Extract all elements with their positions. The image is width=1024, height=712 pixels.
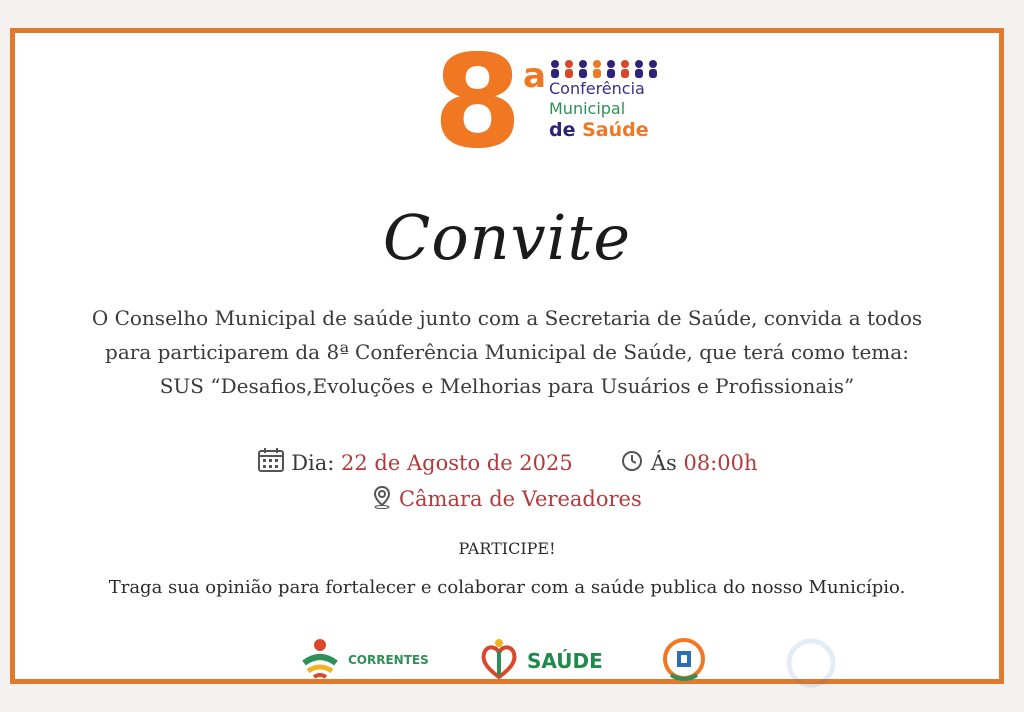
- saude-emblem-icon: [477, 637, 521, 683]
- saude-logo: [477, 637, 627, 683]
- time-label: Ás: [650, 451, 677, 475]
- logo-line-municipal: Municipal: [549, 99, 626, 118]
- event-time: 08:00h: [683, 451, 758, 475]
- conference-logo: [433, 28, 683, 183]
- event-date: 22 de Agosto de 2025: [341, 451, 573, 475]
- date-label: Dia:: [291, 451, 335, 475]
- invitation-body: [15, 301, 999, 403]
- correntes-emblem-icon: [298, 637, 342, 681]
- correntes-logo: [298, 637, 428, 683]
- calendar-icon: [257, 447, 285, 473]
- logo-line-saude: de Saúde: [549, 119, 649, 141]
- closing-message: Traga sua opinião para fortalecer e colaborar com a saúde publica do nosso Município.: [108, 577, 906, 598]
- event-location: [15, 485, 999, 511]
- participe-heading: PARTICIPE!: [458, 539, 556, 558]
- faded-watermark-logo: [785, 637, 837, 689]
- invitation-card: [10, 28, 1004, 684]
- logo-line-conferencia: Conferência: [549, 79, 645, 98]
- correntes-text: CORRENTES: [348, 653, 429, 667]
- body-line-1: O Conselho Municipal de saúde junto com a Secretaria de Saúde, convida a todos: [91, 306, 923, 330]
- event-place: Câmara de Vereadores: [398, 487, 642, 511]
- logo-number: 8: [433, 28, 523, 177]
- sponsor-logos: [15, 633, 999, 687]
- people-icon: [549, 59, 661, 81]
- saude-text: SAÚDE: [527, 649, 603, 673]
- event-date-time: [15, 447, 999, 475]
- watermark-icon: [785, 637, 837, 689]
- logo-ordinal: a: [523, 56, 546, 96]
- body-line-2: para participarem da 8ª Conferência Municipal de Saúde, que terá como tema:: [105, 340, 909, 364]
- health-council-emblem-icon: [661, 637, 707, 685]
- invitation-title: Convite: [382, 201, 632, 274]
- location-pin-icon: [372, 485, 392, 509]
- clock-icon: [620, 449, 644, 473]
- body-line-3: SUS “Desafios,Evoluções e Melhorias para Usuários e Profissionais”: [159, 374, 855, 398]
- health-council-logo: [661, 637, 711, 687]
